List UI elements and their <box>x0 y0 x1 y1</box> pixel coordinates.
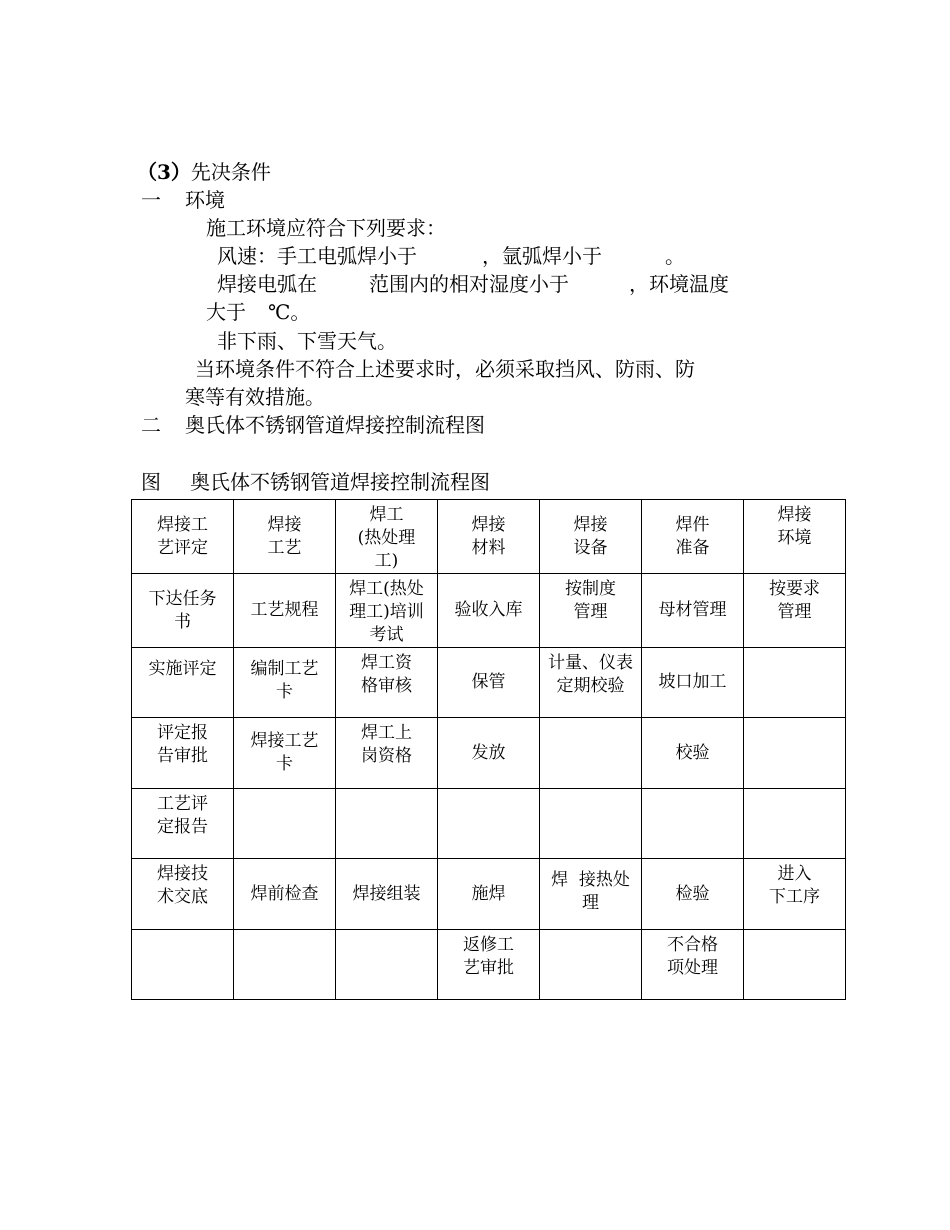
table-cell: 评定报 告审批 <box>132 718 234 789</box>
table-cell: 发放 <box>438 718 540 789</box>
table-cell <box>132 930 234 1000</box>
table-cell: 焊接 工艺 <box>234 500 336 574</box>
table-cell: 施焊 <box>438 859 540 930</box>
table-cell <box>540 718 642 789</box>
table-cell: 焊工资 格审核 <box>336 648 438 718</box>
heading-line <box>137 160 271 184</box>
table-cell: 焊件 准备 <box>642 500 744 574</box>
table-cell: 保管 <box>438 648 540 718</box>
table-cell: 焊接 设备 <box>540 500 642 574</box>
requirement-1-part-a: 风速：手工电弧焊小于 <box>217 244 417 268</box>
heading-number: （3） <box>137 160 191 184</box>
requirement-2-part-d: 大于 <box>206 300 246 324</box>
table-row <box>132 859 846 930</box>
requirement-3: 非下雨、下雪天气。 <box>217 329 397 353</box>
table-cell: 焊接 材料 <box>438 500 540 574</box>
table-cell <box>234 930 336 1000</box>
section-2-number: 二 <box>141 413 161 437</box>
table-cell: 按制度 管理 <box>540 574 642 648</box>
intro-text: 施工环境应符合下列要求： <box>206 216 446 240</box>
table-cell <box>540 930 642 1000</box>
table-cell: 检验 <box>642 859 744 930</box>
welding-control-flow-table <box>131 499 846 1000</box>
table-cell <box>744 930 846 1000</box>
section-1-number: 一 <box>141 188 161 212</box>
table-cell: 校验 <box>642 718 744 789</box>
requirement-1-part-b: ，氩弧焊小于 <box>482 244 602 268</box>
requirement-2-part-c: ，环境温度 <box>629 272 729 296</box>
table-cell: 不合格 项处理 <box>642 930 744 1000</box>
table-cell <box>336 930 438 1000</box>
table-cell <box>744 789 846 859</box>
table-cell: 母材管理 <box>642 574 744 648</box>
table-cell: 验收入库 <box>438 574 540 648</box>
table-cell: 返修工 艺审批 <box>438 930 540 1000</box>
table-cell: 焊接工 艺评定 <box>132 500 234 574</box>
table-cell <box>438 789 540 859</box>
table-cell: 工艺规程 <box>234 574 336 648</box>
section-2-title: 奥氏体不锈钢管道焊接控制流程图 <box>185 413 485 437</box>
figure-title: 奥氏体不锈钢管道焊接控制流程图 <box>190 470 490 494</box>
table-cell <box>744 648 846 718</box>
table-cell: 进入 下工序 <box>744 859 846 930</box>
table-cell: 焊前检查 <box>234 859 336 930</box>
table-row <box>132 648 846 718</box>
table-cell: 实施评定 <box>132 648 234 718</box>
table-cell: 焊接组装 <box>336 859 438 930</box>
heading-title: 先决条件 <box>190 160 271 184</box>
table-row <box>132 574 846 648</box>
table-cell <box>744 718 846 789</box>
table-cell: 焊接 环境 <box>744 500 846 574</box>
section-1-title: 环境 <box>185 188 225 212</box>
requirement-2-part-a: 焊接电弧在 <box>217 272 317 296</box>
table-cell <box>540 789 642 859</box>
table-row-header <box>132 500 846 574</box>
requirement-2-part-e: ℃。 <box>268 300 311 324</box>
table-cell: 按要求 管理 <box>744 574 846 648</box>
requirement-1-part-c: 。 <box>665 244 685 268</box>
table-cell <box>642 789 744 859</box>
note-line-2: 寒等有效措施。 <box>185 385 325 409</box>
note-line-1: 当环境条件不符合上述要求时，必须采取挡风、防雨、防 <box>195 357 695 381</box>
table-cell: 焊工 (热处理 工) <box>336 500 438 574</box>
table-cell: 焊 接热处 理 <box>540 859 642 930</box>
table-cell: 工艺评 定报告 <box>132 789 234 859</box>
table-row <box>132 789 846 859</box>
table-row <box>132 718 846 789</box>
figure-label: 图 <box>141 470 161 494</box>
table-cell: 焊工上 岗资格 <box>336 718 438 789</box>
table-cell: 坡口加工 <box>642 648 744 718</box>
requirement-2-part-b: 范围内的相对湿度小于 <box>369 272 569 296</box>
table-cell: 编制工艺 卡 <box>234 648 336 718</box>
table-cell: 计量、仪表 定期校验 <box>540 648 642 718</box>
table-cell: 焊接技 术交底 <box>132 859 234 930</box>
table-cell: 焊接工艺 卡 <box>234 718 336 789</box>
table-cell: 焊工(热处 理工)培训 考试 <box>336 574 438 648</box>
table-cell <box>336 789 438 859</box>
table-row <box>132 930 846 1000</box>
table-cell: 下达任务 书 <box>132 574 234 648</box>
table-cell <box>234 789 336 859</box>
